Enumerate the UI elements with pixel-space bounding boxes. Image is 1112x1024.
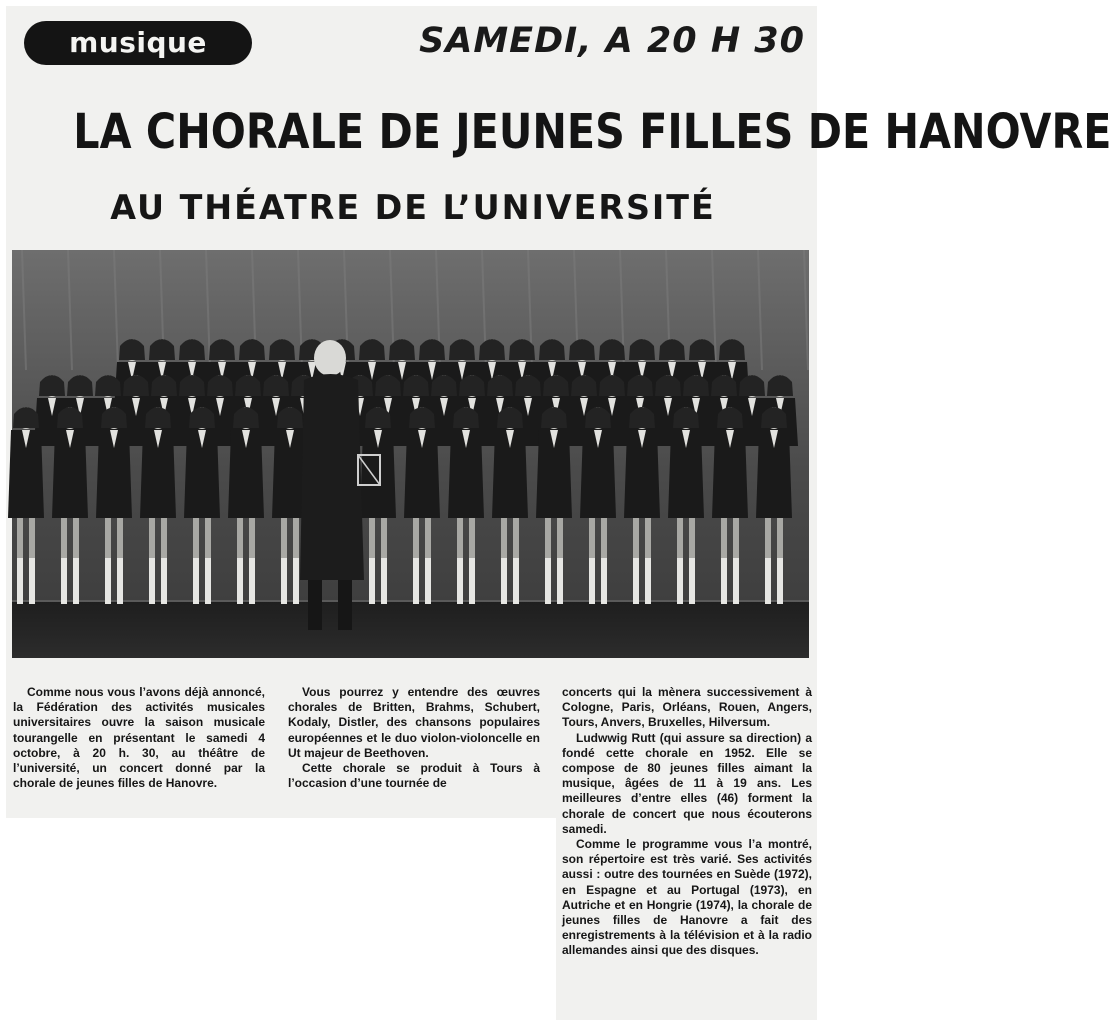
article-paragraph: Cette chorale se produit à Tours à l’occasion d’une tournée de [288,761,540,791]
article-column-3 [562,685,812,959]
article-paragraph: Comme nous vous l’avons déjà annoncé, la Fédération des activités musicales universitaires ouvre la saison musicale tourangelle en présentant le samedi 4 octobre, à 20 h. 30, au théâtre de l’université, un concert donné par la chorale de jeunes filles de Hanovre. [13,685,265,791]
article-paragraph: Ludwwig Rutt (qui assure sa direction) a fondé cette chorale en 1952. Elle se compose de 80 jeunes filles aimant la musique, âgées de 11 à 19 ans. Les meilleures d’entre elles (46) forment la chorale de concert que nous écouterons samedi. [562,730,812,836]
article-column-2 [288,685,540,791]
section-badge-label: musique [69,26,207,59]
article-paragraph: Vous pourrez y entendre des œuvres chorales de Britten, Brahms, Schubert, Kodaly, Distler, des chansons populaires européennes et le duo violon-violoncelle en Ut majeur de Beethoven. [288,685,540,760]
subheadline: AU THÉATRE DE L’UNIVERSITÉ [110,188,716,228]
dateline: SAMEDI, A 20 H 30 [419,21,805,61]
article-column-1 [13,685,265,791]
article-paragraph: concerts qui la mènera successivement à Cologne, Paris, Orléans, Rouen, Angers, Tours, Anvers, Bruxelles, Hilversum. [562,685,812,730]
section-badge [24,21,252,65]
choir-photograph [12,250,809,658]
article-paragraph: Comme le programme vous l’a montré, son répertoire est très varié. Ses activités aussi : outre des tournées en Suède (1972), en Espagne et au Portugal (1973), en Autriche et en Hongrie (1974), la chorale de jeunes filles de Hanovre a fait des enregistrements à la télévision et à la radio allemandes ainsi que des disques. [562,837,812,958]
headline: LA CHORALE DE JEUNES FILLES DE HANOVRE [73,104,1112,160]
